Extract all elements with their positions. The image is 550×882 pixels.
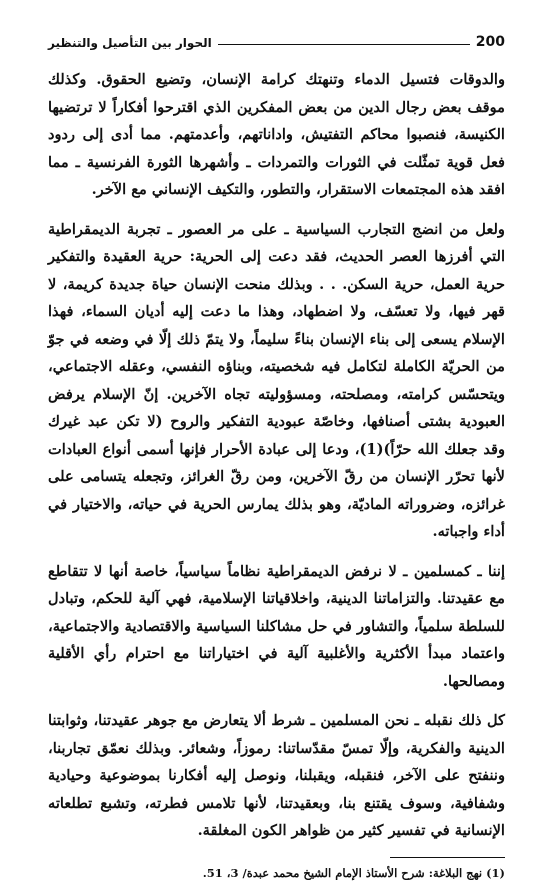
page-body bbox=[48, 66, 505, 845]
paragraph: ولعل من انضج التجارب السياسية ـ على مر العصور ـ تجربة الديمقراطية التي أفرزها العصر الحديث، فقد دعت إلى الحرية: حرية العقيدة والتفكير حرية العمل، حرية السكن. . . وبذلك منحت الإنسان حياة جديدة كريمة، لا قهر فيها، ولا تعسّف، ولا اضطهاد، وهذا ما دعت إليه أديان السماء، فهذا الإسلام يسعى إلى بناء الإنسان بناءً سليماً، ولا يتمّ ذلك إلّا في وضعه في جوّ من الحريّة الكاملة لتكامل فيه شخصيته، وبناؤه النفسي، وعقله الاجتماعي، ويتحسّس كرامته، ومصلحته، ومسؤوليته تجاه الآخرين. إنّ الإسلام يرفض العبودية بشتى أصنافها، وخاصّة عبودية التفكير والروح (لا تكن عبد غيرك وقد جعلك الله حرّاً)(1)، ودعا إلى عبادة الأحرار فإنها أسمى أنواع العبادات لأنها تحرّر الإنسان من رقّ الآخرين، ومن رقّ الغرائز، وتجعله يتسامى على غرائزه، وضروراته الماديّة، وهو بذلك يمارس الحرية في حياته، والاختيار في أداء واجباته. bbox=[48, 220, 505, 540]
page-header bbox=[48, 28, 505, 50]
header-rule bbox=[218, 44, 470, 45]
running-title: الحوار بين التأصيل والتنظير bbox=[48, 36, 212, 50]
page-number: 200 bbox=[475, 34, 505, 50]
footnote: (1) نهج البلاغة: شرح الأستاذ الإمام الشيخ محمد عبدة/ 3، 51. bbox=[202, 865, 505, 880]
paragraph: كل ذلك نقبله ـ نحن المسلمين ـ شرط ألا يتعارض مع جوهر عقيدتنا، وثوابتنا الدينية والفكرية، وإلّا تمسّ مقدّساتنا: رموزاً، وشعائر. وبذلك نعمّق تجاربنا، وننفتح على الآخر، فنقبله، ويقبلنا، ونوصل إليه أفكارنا بموضوعية وحيادية وشفافية، وسوف يقتنع بنا، وبعقيدتنا، لأنها تلامس فطرته، وتشبع تطلعاته الإنسانية في تفسير كثير من ظواهر الكون المغلقة. bbox=[48, 712, 505, 839]
paragraph: إننا ـ كمسلمين ـ لا نرفض الديمقراطية نظاماً سياسياً، خاصة أنها لا تتقاطع مع عقيدتنا. والتزاماتنا الدينية، واخلاقياتنا الإسلامية، فهي آلية للحكم، وتبادل للسلطة سلمياً، والتشاور في حل مشاكلنا السياسية والاقتصادية والاجتماعية، واعتماد مبدأ الأكثرية والأغلبية آلية في اختياراتنا مع احترام رأي الأقلية ومصالحها. bbox=[48, 562, 505, 690]
footnote-rule bbox=[390, 857, 505, 858]
paragraph: والدوقات فتسيل الدماء وتنهتك كرامة الإنسان، وتضيع الحقوق. وكذلك موقف بعض رجال الدين من بعض المفكرين الذي اقترحوا أفكاراً لا ترتضيها الكنيسة، فنصبوا محاكم التفتيش، واداناتهم، وأعدمتهم. مما أدى إلى ردود فعل قوية تمثّلت في الثورات والتمردات ـ وأشهرها الثورة الفرنسية ـ مما افقد هذه المجتمعات الاستقرار، والتطور، والتكيف الإنساني مع الآخر. bbox=[48, 71, 505, 198]
